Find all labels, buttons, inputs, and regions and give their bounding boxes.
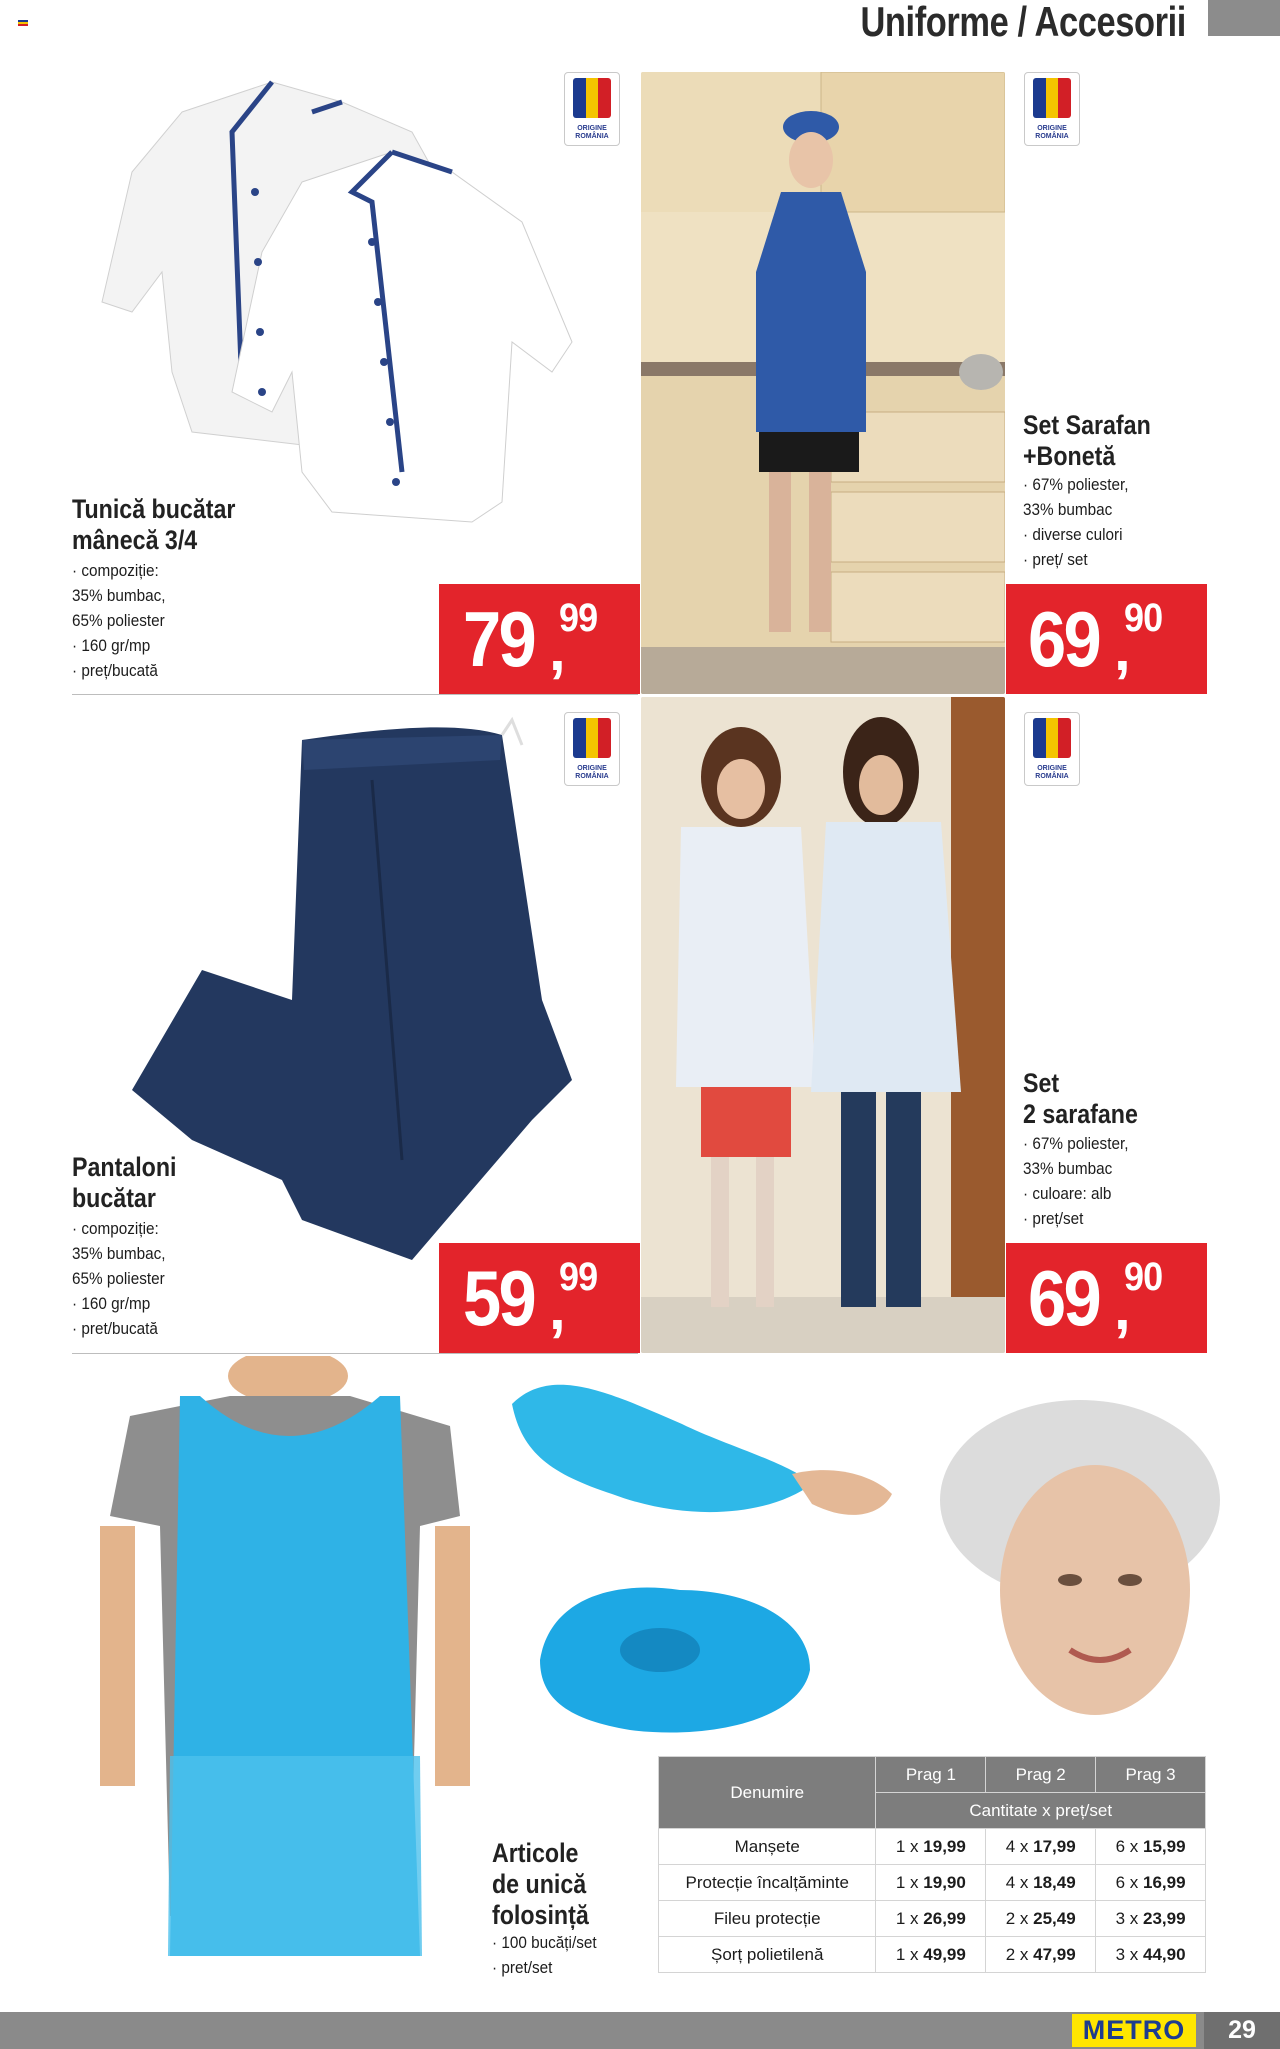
product-details: · compoziție: 35% bumbac, 65% poliester · 160 gr/mp · preț/bucată bbox=[72, 561, 166, 680]
product-details: · 67% poliester, 33% bumbac · culoare: alb · preț/set bbox=[1023, 1134, 1129, 1228]
section-divider bbox=[72, 694, 638, 695]
column-header-prag2: Prag 2 bbox=[986, 1757, 1096, 1793]
price-tag: 59 , 99 bbox=[439, 1243, 640, 1353]
metro-logo: METRO bbox=[1072, 2014, 1196, 2047]
hairnet-photo bbox=[930, 1390, 1220, 1735]
column-subheader: Cantitate x preț/set bbox=[876, 1793, 1206, 1829]
sarafan-boneta-photo bbox=[641, 72, 1005, 694]
origin-romania-badge: ORIGINE ROMÂNIA bbox=[1024, 72, 1080, 146]
origin-romania-badge: ORIGINE ROMÂNIA bbox=[564, 72, 620, 146]
product-details: · compoziție: 35% bumbac, 65% poliester · 160 gr/mp · pret/bucată bbox=[72, 1219, 166, 1338]
table-row: Manșete 1 x 19,99 4 x 17,99 6 x 15,99 bbox=[659, 1829, 1206, 1865]
romania-flag-icon bbox=[18, 20, 28, 28]
section-divider bbox=[72, 1353, 638, 1354]
column-header-prag1: Prag 1 bbox=[876, 1757, 986, 1793]
origin-romania-badge: ORIGINE ROMÂNIA bbox=[564, 712, 620, 786]
sleeve-covers-image bbox=[492, 1374, 912, 1554]
page-title: Uniforme / Accesorii bbox=[860, 0, 1186, 45]
price-tier-table bbox=[658, 1756, 1206, 1973]
product-title: Set Sarafan +Bonetă bbox=[1023, 410, 1151, 471]
header-bar bbox=[1208, 0, 1280, 36]
table-row: Șorț polietilenă 1 x 49,99 2 x 47,99 3 x 44,90 bbox=[659, 1937, 1206, 1973]
product-title: Pantaloni bucătar bbox=[72, 1152, 177, 1213]
column-header-prag3: Prag 3 bbox=[1096, 1757, 1206, 1793]
product-title: Articole de unică folosință bbox=[492, 1838, 589, 1930]
apron-image bbox=[100, 1356, 470, 1974]
product-title: Tunică bucătar mânecă 3/4 bbox=[72, 494, 236, 555]
origin-romania-badge: ORIGINE ROMÂNIA bbox=[1024, 712, 1080, 786]
product-details: · 100 bucăți/set · pret/set bbox=[492, 1933, 597, 1977]
shoe-covers-image bbox=[530, 1570, 820, 1740]
table-row: Fileu protecție 1 x 26,99 2 x 25,49 3 x 23,99 bbox=[659, 1901, 1206, 1937]
product-details: · 67% poliester, 33% bumbac · diverse culori · preț/ set bbox=[1023, 475, 1129, 569]
table-row: Protecție încalțăminte 1 x 19,90 4 x 18,49 6 x 16,99 bbox=[659, 1865, 1206, 1901]
product-title: Set 2 sarafane bbox=[1023, 1068, 1138, 1129]
column-header-name: Denumire bbox=[659, 1757, 876, 1829]
price-tag: 69 , 90 bbox=[1006, 584, 1207, 694]
sarafane-photo bbox=[641, 697, 1005, 1353]
page-number: 29 bbox=[1204, 2012, 1280, 2049]
price-tag: 69 , 90 bbox=[1006, 1243, 1207, 1353]
price-tag: 79 , 99 bbox=[439, 584, 640, 694]
